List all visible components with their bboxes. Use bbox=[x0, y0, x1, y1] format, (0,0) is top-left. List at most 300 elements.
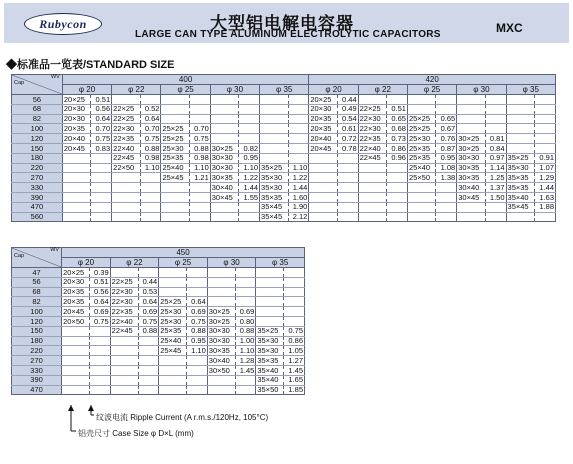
table-row bbox=[12, 365, 305, 375]
table-row bbox=[12, 212, 556, 222]
corner-wv-label: WV bbox=[50, 247, 60, 253]
case-size-cell: 35×40 bbox=[256, 365, 284, 375]
case-size-cell: 30×35 bbox=[457, 173, 485, 183]
ripple-current-cell bbox=[239, 202, 260, 212]
case-size-cell: 22×25 bbox=[358, 104, 386, 114]
case-size-cell bbox=[159, 268, 187, 278]
case-size-cell bbox=[407, 183, 435, 193]
ripple-current-cell: 0.86 bbox=[387, 143, 408, 153]
ripple-current-cell: 0.61 bbox=[337, 124, 358, 134]
ripple-current-cell bbox=[485, 104, 506, 114]
ripple-current-cell bbox=[535, 104, 556, 114]
ripple-current-cell bbox=[485, 124, 506, 134]
ripple-current-cell bbox=[90, 375, 111, 385]
ripple-current-cell: 0.64 bbox=[90, 297, 111, 307]
case-size-cell bbox=[161, 212, 189, 222]
ripple-current-cell: 0.83 bbox=[91, 143, 112, 153]
ripple-current-cell bbox=[239, 134, 260, 144]
case-size-cell: 22×25 bbox=[110, 277, 138, 287]
ripple-current-cell: 1.44 bbox=[535, 183, 556, 193]
capacitance-cell: 150 bbox=[12, 143, 63, 153]
ripple-current-cell: 0.75 bbox=[187, 316, 208, 326]
ripple-current-cell bbox=[436, 202, 457, 212]
case-size-cell bbox=[506, 124, 534, 134]
case-size-cell: 25×30 bbox=[407, 134, 435, 144]
capacitance-cell: 56 bbox=[12, 95, 63, 105]
case-size-cell: 30×35 bbox=[457, 163, 485, 173]
ripple-current-cell: 0.95 bbox=[239, 153, 260, 163]
ripple-current-cell bbox=[90, 365, 111, 375]
ripple-current-cell: 1.27 bbox=[284, 356, 305, 366]
ripple-current-cell: 1.90 bbox=[288, 202, 309, 212]
ripple-current-cell: 0.70 bbox=[91, 124, 112, 134]
ripple-current-cell bbox=[189, 104, 210, 114]
ripple-current-cell: 0.53 bbox=[138, 287, 159, 297]
ripple-current-cell: 0.39 bbox=[90, 268, 111, 278]
table-row bbox=[12, 336, 305, 346]
case-size-cell bbox=[62, 385, 90, 395]
diameter-header: φ 30 bbox=[207, 258, 256, 268]
case-size-cell: 20×45 bbox=[62, 307, 90, 317]
case-size-cell: 35×25 bbox=[256, 326, 284, 336]
ripple-current-cell: 1.10 bbox=[189, 163, 210, 173]
table-row bbox=[12, 287, 305, 297]
case-size-cell: 30×25 bbox=[457, 143, 485, 153]
case-size-cell: 35×35 bbox=[506, 173, 534, 183]
ripple-current-cell bbox=[187, 365, 208, 375]
ripple-current-cell: 1.44 bbox=[288, 183, 309, 193]
ripple-current-cell bbox=[187, 277, 208, 287]
series-code: MXC bbox=[496, 21, 523, 35]
case-size-cell bbox=[112, 95, 140, 105]
ripple-current-cell: 1.50 bbox=[485, 192, 506, 202]
diameter-header: φ 22 bbox=[112, 85, 161, 95]
ripple-current-cell bbox=[284, 307, 305, 317]
case-size-cell bbox=[207, 277, 235, 287]
case-size-cell bbox=[506, 134, 534, 144]
case-size-cell bbox=[407, 95, 435, 105]
voltage-header: 420 bbox=[309, 75, 556, 85]
table-row bbox=[12, 268, 305, 278]
case-size-cell bbox=[161, 202, 189, 212]
case-size-cell: 22×30 bbox=[110, 287, 138, 297]
table-row bbox=[12, 192, 556, 202]
ripple-current-cell bbox=[239, 212, 260, 222]
ripple-current-cell bbox=[288, 104, 309, 114]
ripple-current-cell: 0.68 bbox=[387, 124, 408, 134]
case-size-cell: 22×30 bbox=[110, 297, 138, 307]
case-size-cell: 25×50 bbox=[407, 173, 435, 183]
ripple-current-cell: 0.88 bbox=[189, 143, 210, 153]
case-size-cell bbox=[358, 202, 386, 212]
ripple-current-cell bbox=[239, 114, 260, 124]
ripple-current-cell: 1.29 bbox=[535, 173, 556, 183]
case-size-cell bbox=[260, 124, 288, 134]
case-size-cell bbox=[309, 183, 337, 193]
ripple-current-cell bbox=[90, 356, 111, 366]
case-size-cell bbox=[161, 104, 189, 114]
case-size-cell: 35×30 bbox=[260, 183, 288, 193]
case-size-cell: 20×25 bbox=[62, 268, 90, 278]
table-row bbox=[12, 104, 556, 114]
case-size-cell: 20×30 bbox=[62, 277, 90, 287]
ripple-current-cell bbox=[288, 95, 309, 105]
table-row bbox=[12, 385, 305, 395]
ripple-current-cell bbox=[140, 183, 161, 193]
ripple-current-cell bbox=[485, 114, 506, 124]
case-size-cell bbox=[161, 114, 189, 124]
case-size-cell: 30×30 bbox=[210, 153, 238, 163]
case-size-cell bbox=[260, 143, 288, 153]
case-size-cell: 25×25 bbox=[407, 124, 435, 134]
case-size-cell bbox=[112, 192, 140, 202]
case-size-cell: 35×45 bbox=[260, 202, 288, 212]
case-size-cell bbox=[62, 153, 90, 163]
ripple-current-cell bbox=[91, 192, 112, 202]
ripple-current-cell: 0.44 bbox=[138, 277, 159, 287]
ripple-current-cell: 0.98 bbox=[189, 153, 210, 163]
case-size-cell: 30×25 bbox=[210, 143, 238, 153]
ripple-current-cell: 0.75 bbox=[189, 134, 210, 144]
ripple-current-cell bbox=[387, 183, 408, 193]
capacitance-cell: 120 bbox=[12, 316, 62, 326]
capacitance-cell: 470 bbox=[12, 202, 63, 212]
ripple-current-cell: 0.51 bbox=[91, 95, 112, 105]
table-row bbox=[12, 183, 556, 193]
ripple-current-cell: 1.22 bbox=[288, 173, 309, 183]
case-size-cell: 20×50 bbox=[62, 316, 90, 326]
ripple-current-cell bbox=[187, 375, 208, 385]
case-size-cell bbox=[506, 114, 534, 124]
case-size-cell bbox=[506, 143, 534, 153]
ripple-current-cell bbox=[138, 336, 159, 346]
ripple-current-cell bbox=[138, 385, 159, 395]
case-size-cell: 30×30 bbox=[210, 163, 238, 173]
ripple-current-cell bbox=[235, 277, 256, 287]
case-size-cell: 22×50 bbox=[112, 163, 140, 173]
case-size-cell: 22×25 bbox=[112, 104, 140, 114]
case-size-cell: 35×50 bbox=[256, 385, 284, 395]
case-size-cell: 22×40 bbox=[110, 316, 138, 326]
ripple-current-cell bbox=[235, 385, 256, 395]
ripple-current-cell: 1.45 bbox=[235, 365, 256, 375]
table-row bbox=[12, 124, 556, 134]
case-size-cell bbox=[62, 192, 90, 202]
case-size-cell: 25×25 bbox=[407, 114, 435, 124]
ripple-current-cell bbox=[485, 212, 506, 222]
ripple-current-cell bbox=[90, 326, 111, 336]
case-size-cell: 22×25 bbox=[112, 114, 140, 124]
ripple-current-cell bbox=[187, 356, 208, 366]
capacitance-cell: 150 bbox=[12, 326, 62, 336]
header-banner bbox=[4, 3, 569, 43]
ripple-current-cell bbox=[288, 114, 309, 124]
diameter-header: φ 20 bbox=[62, 258, 111, 268]
ripple-current-cell: 0.82 bbox=[239, 143, 260, 153]
case-size-cell: 35×25 bbox=[260, 163, 288, 173]
table-row bbox=[12, 316, 305, 326]
ripple-current-cell bbox=[189, 202, 210, 212]
case-size-cell bbox=[457, 104, 485, 114]
capacitance-cell: 56 bbox=[12, 277, 62, 287]
case-size-cell: 30×50 bbox=[207, 365, 235, 375]
case-size-cell: 30×40 bbox=[457, 183, 485, 193]
ripple-current-cell: 0.54 bbox=[337, 114, 358, 124]
ripple-current-cell bbox=[189, 114, 210, 124]
capacitance-cell: 120 bbox=[12, 134, 63, 144]
voltage-header-row bbox=[12, 248, 305, 258]
ripple-current-cell bbox=[138, 346, 159, 356]
ripple-current-cell: 0.88 bbox=[138, 326, 159, 336]
case-size-cell bbox=[210, 114, 238, 124]
ripple-current-cell bbox=[140, 202, 161, 212]
capacitance-cell: 390 bbox=[12, 375, 62, 385]
case-size-cell: 30×45 bbox=[457, 192, 485, 202]
case-size-cell bbox=[159, 375, 187, 385]
case-size-cell bbox=[110, 356, 138, 366]
ripple-current-cell: 0.75 bbox=[284, 326, 305, 336]
diameter-header-row bbox=[12, 85, 556, 95]
case-size-cell bbox=[210, 124, 238, 134]
ripple-current-cell bbox=[189, 95, 210, 105]
ripple-current-cell bbox=[288, 153, 309, 163]
ripple-current-cell: 1.22 bbox=[239, 173, 260, 183]
case-size-cell: 30×30 bbox=[457, 153, 485, 163]
diameter-header: φ 30 bbox=[210, 85, 259, 95]
case-size-cell bbox=[256, 287, 284, 297]
ripple-current-cell bbox=[337, 173, 358, 183]
capacitance-cell: 100 bbox=[12, 124, 63, 134]
case-size-cell bbox=[161, 192, 189, 202]
case-size-cell: 25×40 bbox=[407, 163, 435, 173]
ripple-current-cell: 1.45 bbox=[284, 365, 305, 375]
case-size-cell bbox=[457, 124, 485, 134]
table-row bbox=[12, 202, 556, 212]
ripple-current-cell bbox=[387, 192, 408, 202]
voltage-header: 450 bbox=[62, 248, 305, 258]
case-size-cell bbox=[210, 95, 238, 105]
ripple-current-cell bbox=[387, 163, 408, 173]
case-size-cell bbox=[207, 268, 235, 278]
ripple-current-cell bbox=[436, 183, 457, 193]
ripple-current-cell bbox=[187, 385, 208, 395]
capacitance-cell: 82 bbox=[12, 297, 62, 307]
ripple-current-cell: 0.56 bbox=[91, 104, 112, 114]
ripple-current-cell: 1.21 bbox=[189, 173, 210, 183]
ripple-current-cell bbox=[189, 192, 210, 202]
case-size-cell bbox=[161, 183, 189, 193]
case-size-cell bbox=[407, 202, 435, 212]
case-size-cell bbox=[309, 153, 337, 163]
case-size-cell bbox=[62, 202, 90, 212]
ripple-current-cell: 0.84 bbox=[485, 143, 506, 153]
case-size-cell bbox=[358, 212, 386, 222]
ripple-current-cell bbox=[189, 212, 210, 222]
voltage-header: 400 bbox=[62, 75, 308, 85]
capacitance-cell: 270 bbox=[12, 356, 62, 366]
capacitance-cell: 47 bbox=[12, 268, 62, 278]
case-size-cell: 30×25 bbox=[207, 307, 235, 317]
capacitance-cell: 270 bbox=[12, 173, 63, 183]
ripple-current-cell bbox=[288, 124, 309, 134]
ripple-current-cell: 1.85 bbox=[284, 385, 305, 395]
case-size-cell bbox=[112, 212, 140, 222]
case-size-cell: 22×35 bbox=[358, 134, 386, 144]
ripple-current-cell bbox=[337, 153, 358, 163]
diameter-header: φ 25 bbox=[159, 258, 208, 268]
ripple-current-cell: 1.38 bbox=[436, 173, 457, 183]
capacitance-cell: 180 bbox=[12, 153, 63, 163]
case-size-cell bbox=[407, 104, 435, 114]
case-size-cell bbox=[256, 277, 284, 287]
case-size-cell bbox=[309, 202, 337, 212]
case-size-cell bbox=[159, 356, 187, 366]
case-size-cell: 35×45 bbox=[260, 212, 288, 222]
case-size-cell: 25×40 bbox=[161, 163, 189, 173]
ripple-current-cell bbox=[485, 202, 506, 212]
section-title: ◆标准品一览表/STANDARD SIZE bbox=[6, 59, 175, 71]
ripple-current-cell: 0.64 bbox=[91, 114, 112, 124]
case-size-cell bbox=[358, 192, 386, 202]
case-size-cell: 35×40 bbox=[256, 375, 284, 385]
ripple-current-cell: 0.96 bbox=[387, 153, 408, 163]
ripple-current-cell bbox=[187, 287, 208, 297]
ripple-current-cell: 0.87 bbox=[436, 143, 457, 153]
ripple-current-cell bbox=[337, 183, 358, 193]
ripple-current-cell: 0.75 bbox=[91, 134, 112, 144]
case-size-cell: 30×30 bbox=[207, 326, 235, 336]
case-size-cell bbox=[358, 173, 386, 183]
case-size-cell: 20×25 bbox=[309, 95, 337, 105]
case-size-cell: 22×30 bbox=[358, 114, 386, 124]
ripple-current-cell bbox=[235, 287, 256, 297]
case-size-cell bbox=[457, 202, 485, 212]
case-size-cell bbox=[62, 346, 90, 356]
page-title-cn: 大型铝电解电容器 bbox=[210, 14, 354, 33]
case-size-cell bbox=[256, 297, 284, 307]
ripple-current-cell bbox=[189, 183, 210, 193]
capacitance-cell: 330 bbox=[12, 183, 63, 193]
ripple-current-cell: 0.69 bbox=[90, 307, 111, 317]
case-size-cell: 25×25 bbox=[161, 124, 189, 134]
ripple-current-cell: 0.51 bbox=[387, 104, 408, 114]
case-size-cell bbox=[309, 212, 337, 222]
ripple-current-cell bbox=[91, 212, 112, 222]
ripple-current-cell bbox=[138, 375, 159, 385]
ripple-current-cell bbox=[239, 124, 260, 134]
ripple-current-cell bbox=[535, 134, 556, 144]
diameter-header: φ 25 bbox=[407, 85, 456, 95]
case-size-cell: 22×45 bbox=[110, 326, 138, 336]
diameter-header: φ 20 bbox=[62, 85, 111, 95]
ripple-current-cell: 0.64 bbox=[138, 297, 159, 307]
diameter-header: φ 20 bbox=[309, 85, 358, 95]
case-size-cell bbox=[260, 104, 288, 114]
case-size-cell: 30×30 bbox=[207, 336, 235, 346]
ripple-current-cell: 1.14 bbox=[485, 163, 506, 173]
ripple-current-cell: 1.28 bbox=[235, 356, 256, 366]
ripple-current-cell: 0.64 bbox=[187, 297, 208, 307]
case-size-cell bbox=[110, 346, 138, 356]
ripple-current-cell: 0.64 bbox=[140, 114, 161, 124]
ripple-current-cell: 0.75 bbox=[138, 316, 159, 326]
ripple-current-cell: 0.65 bbox=[436, 114, 457, 124]
ripple-current-cell: 0.49 bbox=[337, 104, 358, 114]
ripple-current-cell: 0.81 bbox=[485, 134, 506, 144]
ripple-current-cell: 2.12 bbox=[288, 212, 309, 222]
case-size-cell bbox=[112, 173, 140, 183]
legend-ripple-current: 纹波电流 Ripple Current (A r.m.s./120Hz, 105°C) bbox=[96, 413, 269, 422]
case-size-cell: 30×40 bbox=[207, 356, 235, 366]
case-size-cell bbox=[309, 192, 337, 202]
case-size-cell: 25×30 bbox=[159, 316, 187, 326]
ripple-current-cell bbox=[387, 173, 408, 183]
ripple-current-cell: 1.10 bbox=[239, 163, 260, 173]
case-size-cell bbox=[260, 95, 288, 105]
ripple-current-cell bbox=[535, 114, 556, 124]
diameter-header: φ 35 bbox=[256, 258, 305, 268]
table-row bbox=[12, 307, 305, 317]
ripple-current-cell bbox=[90, 336, 111, 346]
case-size-cell bbox=[62, 173, 90, 183]
ripple-current-cell: 0.97 bbox=[485, 153, 506, 163]
table-row bbox=[12, 346, 305, 356]
case-size-cell bbox=[260, 153, 288, 163]
ripple-current-cell: 0.56 bbox=[90, 287, 111, 297]
ripple-current-cell bbox=[387, 95, 408, 105]
ripple-current-cell bbox=[140, 95, 161, 105]
ripple-current-cell bbox=[90, 346, 111, 356]
case-size-cell: 22×35 bbox=[110, 307, 138, 317]
case-size-cell: 30×25 bbox=[457, 134, 485, 144]
ripple-current-cell: 0.69 bbox=[187, 307, 208, 317]
ripple-current-cell bbox=[284, 268, 305, 278]
case-size-cell: 35×35 bbox=[506, 183, 534, 193]
case-size-cell bbox=[260, 114, 288, 124]
diameter-header: φ 22 bbox=[110, 258, 159, 268]
ripple-current-cell: 0.70 bbox=[140, 124, 161, 134]
ripple-current-cell bbox=[485, 95, 506, 105]
ripple-current-cell: 0.88 bbox=[235, 326, 256, 336]
ripple-current-cell: 0.78 bbox=[337, 143, 358, 153]
ripple-current-cell bbox=[91, 153, 112, 163]
ripple-current-cell bbox=[284, 297, 305, 307]
case-size-cell bbox=[457, 212, 485, 222]
ripple-current-cell: 0.44 bbox=[337, 95, 358, 105]
ripple-current-cell: 0.80 bbox=[235, 316, 256, 326]
case-size-cell: 25×40 bbox=[159, 336, 187, 346]
diameter-header: φ 35 bbox=[506, 85, 555, 95]
ripple-current-cell: 1.60 bbox=[288, 192, 309, 202]
capacitance-cell: 390 bbox=[12, 192, 63, 202]
ripple-current-cell: 1.44 bbox=[239, 183, 260, 193]
ripple-current-cell bbox=[284, 277, 305, 287]
case-size-cell bbox=[457, 114, 485, 124]
case-size-cell: 25×45 bbox=[161, 173, 189, 183]
ripple-current-cell bbox=[138, 356, 159, 366]
case-size-cell: 30×25 bbox=[207, 316, 235, 326]
case-size-cell: 20×35 bbox=[309, 114, 337, 124]
ripple-current-cell bbox=[337, 192, 358, 202]
ripple-current-cell bbox=[138, 365, 159, 375]
ripple-current-cell bbox=[140, 192, 161, 202]
ripple-current-cell bbox=[235, 375, 256, 385]
table-row bbox=[12, 326, 305, 336]
diameter-header: φ 30 bbox=[457, 85, 506, 95]
ripple-current-cell bbox=[235, 268, 256, 278]
table-row bbox=[12, 163, 556, 173]
table-row bbox=[12, 297, 305, 307]
